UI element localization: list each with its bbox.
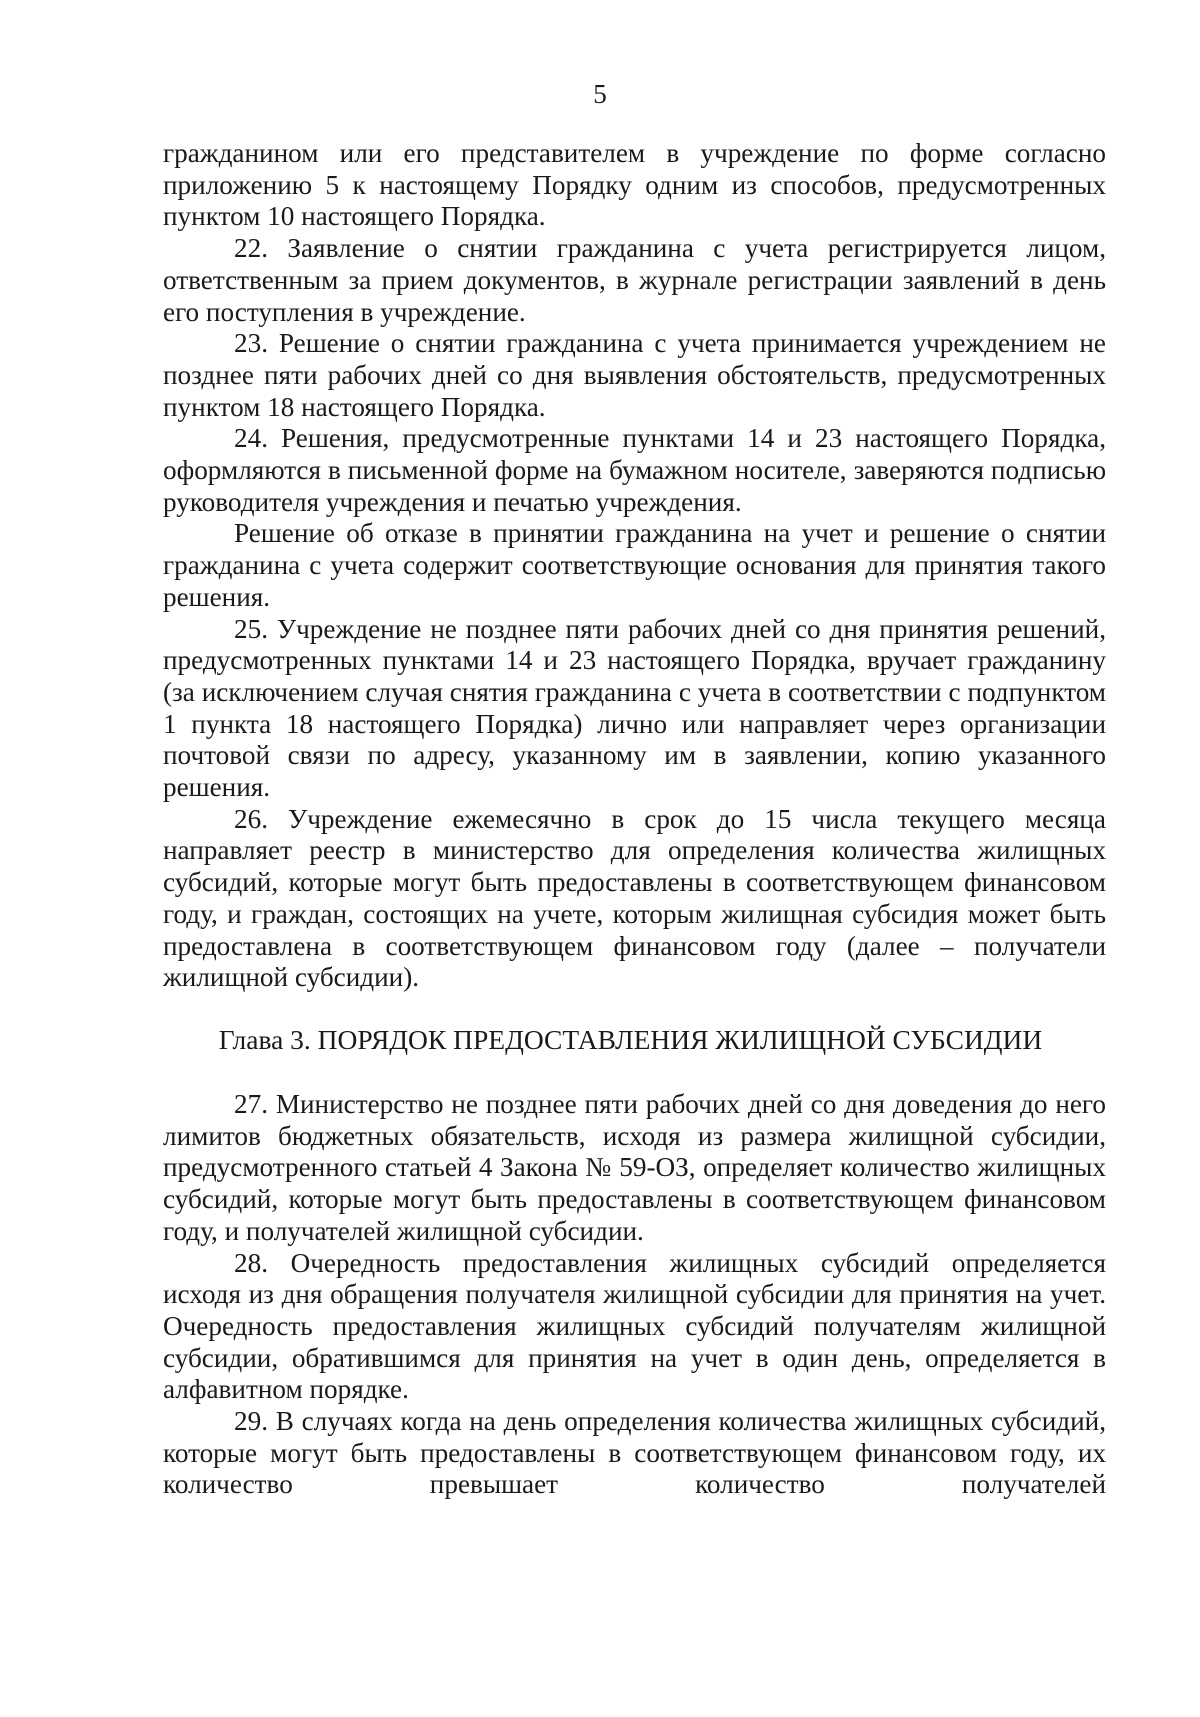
document-body: [163, 138, 1106, 1501]
paragraph-22: 22. Заявление о снятии гражданина с учета регистрируется лицом, ответственным за прием документов, в журнале регистрации заявлений в день его поступления в учреждение.: [163, 233, 1106, 327]
paragraph-23: 23. Решение о снятии гражданина с учета принимается учреждением не позднее пяти рабочих дней со дня выявления обстоятельств, предусмотренных пунктом 18 настоящего Порядка.: [163, 328, 1106, 422]
paragraph-29: 29. В случаях когда на день определения количества жилищных субсидий, которые могут быть предоставлены в соответствующем финансовом году, их количество превышает количество получателей: [163, 1406, 1106, 1500]
paragraph-21-continuation: гражданином или его представителем в учреждение по форме согласно приложению 5 к настоящему Порядку одним из способов, предусмотренных пунктом 10 настоящего Порядка.: [163, 138, 1106, 232]
paragraph-25: 25. Учреждение не позднее пяти рабочих дней со дня принятия решений, предусмотренных пунктами 14 и 23 настоящего Порядка, вручает гражданину (за исключением случая снятия гражданина с учета в соответствии с подпунктом 1 пункта 18 настоящего Порядка) лично или направляет через организации почтовой связи по адресу, указанному им в заявлении, копию указанного решения.: [163, 613, 1106, 803]
paragraph-24-second: Решение об отказе в принятии гражданина на учет и решение о снятии гражданина с учета содержит соответствующие основания для принятия такого решения.: [163, 518, 1106, 612]
paragraph-24: 24. Решения, предусмотренные пунктами 14 и 23 настоящего Порядка, оформляются в письменной форме на бумажном носителе, заверяются подписью руководителя учреждения и печатью учреждения.: [163, 423, 1106, 517]
page-number: 5: [593, 79, 607, 109]
chapter-heading: Глава 3. ПОРЯДОК ПРЕДОСТАВЛЕНИЯ ЖИЛИЩНОЙ СУБСИДИИ: [218, 1023, 1043, 1055]
paragraph-28: 28. Очередность предоставления жилищных субсидий определяется исходя из дня обращения получателя жилищной субсидии для принятия на учет. Очередность предоставления жилищных субсидий получателям жилищной субсидии, обратившимся для принятия на учет в один день, определяется в алфавитном порядке.: [163, 1247, 1106, 1405]
paragraph-27: 27. Министерство не позднее пяти рабочих дней со дня доведения до него лимитов бюджетных обязательств, исходя из размера жилищной субсидии, предусмотренного статьей 4 Закона № 59-ОЗ, определяет количество жилищных субсидий, которые могут быть предоставлены в соответствующем финансовом году, и получателей жилищной субсидии.: [163, 1088, 1106, 1246]
paragraph-26: 26. Учреждение ежемесячно в срок до 15 числа текущего месяца направляет реестр в министерство для определения количества жилищных субсидий, которые могут быть предоставлены в соответствующем финансовом году, и граждан, состоящих на учете, которым жилищная субсидия может быть предоставлена в соответствующем финансовом году (далее – получатели жилищной субсидии).: [163, 803, 1106, 993]
